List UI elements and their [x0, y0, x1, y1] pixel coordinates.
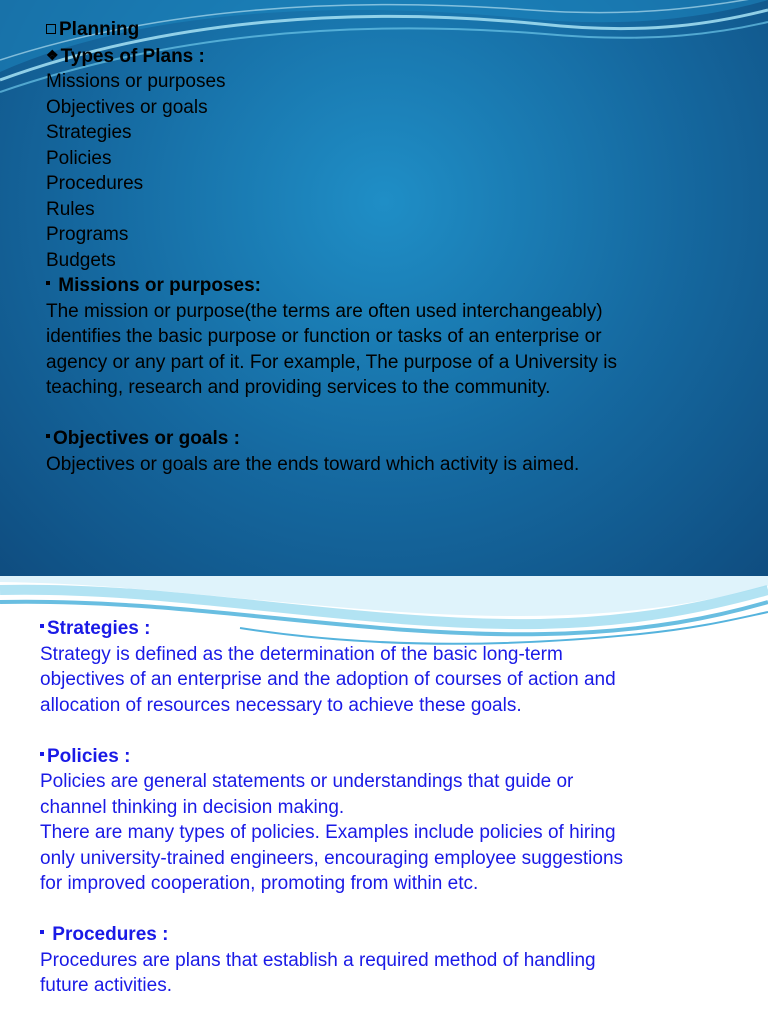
- checkbox-bullet-icon: [46, 24, 56, 34]
- square-bullet-icon: [40, 930, 44, 934]
- list-item: Budgets: [46, 249, 116, 271]
- square-bullet-icon: [40, 752, 44, 756]
- paragraph-line: objectives of an enterprise and the adoption of courses of action and: [40, 669, 616, 690]
- procedures-heading: Procedures :: [40, 922, 758, 948]
- list-item: Programs: [46, 224, 129, 245]
- missions-heading: Missions or purposes:: [46, 273, 758, 299]
- paragraph-line: allocation of resources necessary to achieve these goals.: [40, 694, 522, 716]
- paragraph-line: only university-trained engineers, encouraging employee suggestions: [40, 847, 624, 869]
- square-bullet-icon: [46, 434, 50, 438]
- paragraph-line: Procedures are plans that establish a required method of handling: [40, 949, 596, 971]
- procedures-paragraph: [40, 948, 758, 999]
- slide2-content: [40, 616, 758, 999]
- list-item: Objectives or goals: [46, 96, 208, 118]
- slide-strategies-policies: [0, 576, 768, 1024]
- policies-paragraph: [40, 769, 758, 897]
- diamond-bullet-icon: ❖: [46, 46, 59, 63]
- policies-heading: Policies :: [40, 744, 758, 770]
- objectives-paragraph: [46, 452, 758, 478]
- paragraph-line: channel thinking in decision making.: [40, 796, 345, 818]
- objectives-heading: Objectives or goals :: [46, 426, 758, 452]
- paragraph-line: Policies are general statements or understandings that guide or: [40, 771, 574, 792]
- square-bullet-icon: [40, 624, 44, 628]
- paragraph-line: Objectives or goals are the ends toward which activity is aimed.: [46, 453, 580, 475]
- paragraph-line: for improved cooperation, promoting from within etc.: [40, 873, 479, 894]
- list-item: Procedures: [46, 173, 144, 194]
- list-item: Rules: [46, 198, 95, 220]
- paragraph-line: There are many types of policies. Examples include policies of hiring: [40, 822, 616, 843]
- paragraph-line: future activities.: [40, 975, 172, 996]
- square-bullet-icon: [46, 281, 50, 285]
- paragraph-line: agency or any part of it. For example, The purpose of a University is: [46, 351, 617, 373]
- list-item: Policies: [46, 147, 112, 169]
- paragraph-line: identifies the basic purpose or function or tasks of an enterprise or: [46, 326, 602, 347]
- list-item: Strategies: [46, 122, 132, 143]
- types-of-plans-heading: ❖ Types of Plans :: [46, 45, 205, 67]
- plan-types-list: [46, 69, 758, 273]
- missions-paragraph: [46, 299, 758, 401]
- paragraph-line: teaching, research and providing services to the community.: [46, 377, 551, 398]
- slide1-content: [46, 17, 758, 477]
- strategies-heading: Strategies :: [40, 616, 758, 642]
- list-item: Missions or purposes: [46, 71, 226, 92]
- paragraph-line: The mission or purpose(the terms are often used interchangeably): [46, 300, 603, 322]
- planning-heading: Planning: [46, 17, 758, 43]
- paragraph-line: Strategy is defined as the determination of the basic long-term: [40, 643, 563, 665]
- strategies-paragraph: [40, 642, 758, 719]
